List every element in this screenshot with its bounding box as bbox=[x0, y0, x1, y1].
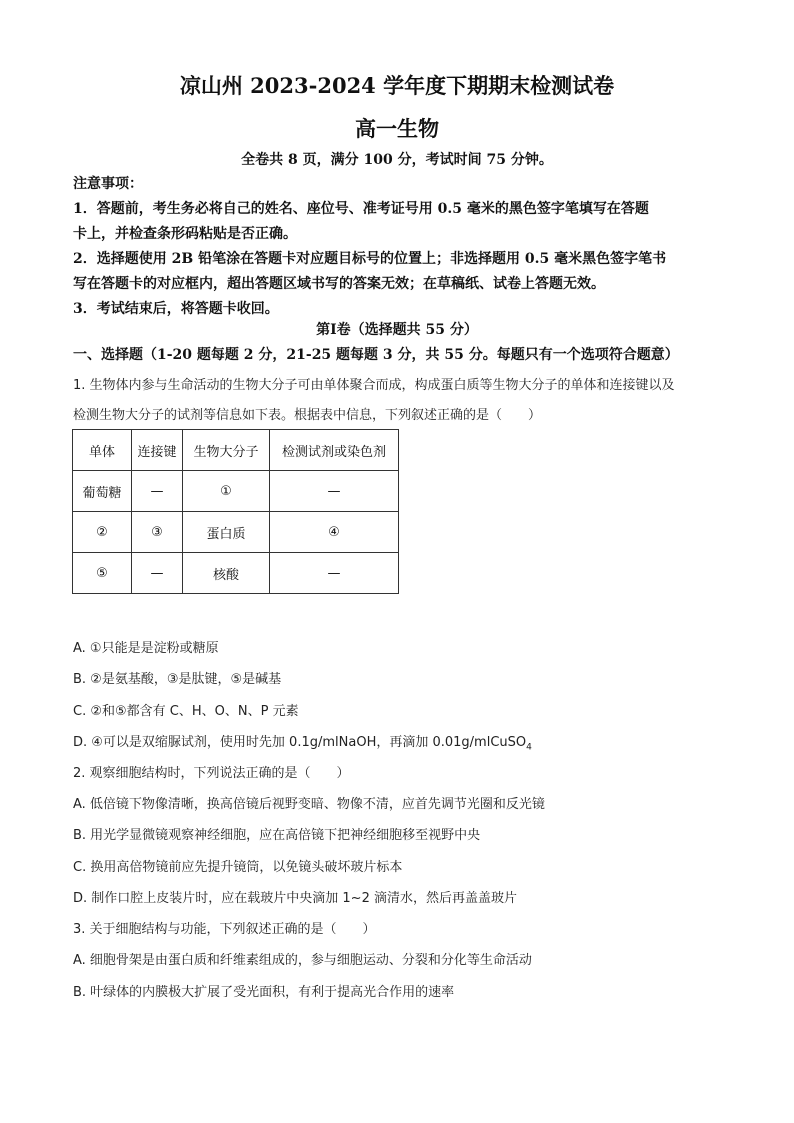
question-2-option-d: D. 制作口腔上皮装片时，应在载玻片中央滴加 1~2 滴清水，然后再盖盖玻片 bbox=[73, 891, 517, 906]
exam-title: 凉山州 2023-2024 学年度下期期末检测试卷 bbox=[179, 73, 615, 98]
notes-line: 1．答题前，考生务必将自己的姓名、座位号、准考证号用 0.5 毫米的黑色签字笔填写在答题 bbox=[73, 201, 649, 217]
notes-heading: 注意事项： bbox=[73, 176, 143, 192]
exam-summary: 全卷共 8 页，满分 100 分，考试时间 75 分钟。 bbox=[241, 152, 553, 168]
question-1-stem: 1. 生物体内参与生命活动的生物大分子可由单体聚合而成，构成蛋白质等生物大分子的单体和连接键以及 bbox=[73, 378, 675, 393]
table-row bbox=[73, 512, 399, 553]
table-cell: ② bbox=[73, 512, 132, 553]
subscript-4: 4 bbox=[526, 742, 532, 753]
question-3-stem: 3. 关于细胞结构与功能，下列叙述正确的是（ ） bbox=[73, 922, 376, 937]
table-row bbox=[73, 553, 399, 594]
question-1-option-c: C. ②和⑤都含有 C、H、O、N、P 元素 bbox=[73, 704, 299, 719]
question-1-option-b: B. ②是氨基酸，③是肽键，⑤是碱基 bbox=[73, 672, 282, 687]
notes-line: 写在答题卡的对应框内，超出答题区域书写的答案无效；在草稿纸、试卷上答题无效。 bbox=[73, 276, 605, 292]
exam-subject: 高一生物 bbox=[355, 116, 439, 141]
table-header-row bbox=[73, 430, 399, 471]
table-header-cell: 单体 bbox=[73, 430, 132, 471]
question-3-option-a: A. 细胞骨架是由蛋白质和纤维素组成的，参与细胞运动、分裂和分化等生命活动 bbox=[73, 953, 532, 968]
table-cell: — bbox=[270, 471, 399, 512]
question-2-option-b: B. 用光学显微镜观察神经细胞，应在高倍镜下把神经细胞移至视野中央 bbox=[73, 828, 481, 843]
notes-line: 3．考试结束后，将答题卡收回。 bbox=[73, 301, 279, 317]
table-header-cell: 检测试剂或染色剂 bbox=[270, 430, 399, 471]
table-cell: ① bbox=[183, 471, 270, 512]
table-cell: ③ bbox=[132, 512, 183, 553]
question-2-stem: 2. 观察细胞结构时，下列说法正确的是（ ） bbox=[73, 766, 350, 781]
option-d-text: D. ④可以是双缩脲试剂，使用时先加 0.1g/mlNaOH，再滴加 0.01g/mlCuSO bbox=[73, 735, 527, 750]
question-1-option-a: A. ①只能是是淀粉或糖原 bbox=[73, 641, 219, 656]
question-1-table bbox=[72, 429, 399, 594]
table-cell: — bbox=[132, 471, 183, 512]
section-heading: 第Ⅰ卷（选择题共 55 分） bbox=[316, 322, 478, 338]
question-1-option-d bbox=[73, 731, 532, 753]
question-1-stem: 检测生物大分子的试剂等信息如下表。根据表中信息，下列叙述正确的是（ ） bbox=[73, 408, 542, 423]
question-2-option-a: A. 低倍镜下物像清晰，换高倍镜后视野变暗、物像不清，应首先调节光圈和反光镜 bbox=[73, 797, 545, 812]
part-heading: 一、选择题（1-20 题每题 2 分，21-25 题每题 3 分，共 55 分。每题只有一个选项符合题意） bbox=[73, 347, 679, 363]
table-cell: ⑤ bbox=[73, 553, 132, 594]
table-cell: 蛋白质 bbox=[183, 512, 270, 553]
notes-block bbox=[73, 172, 733, 322]
question-2-option-c: C. 换用高倍物镜前应先提升镜筒，以免镜头破坏玻片标本 bbox=[73, 860, 403, 875]
table-cell: — bbox=[270, 553, 399, 594]
table-cell: 葡萄糖 bbox=[73, 471, 132, 512]
notes-line: 卡上，并检查条形码粘贴是否正确。 bbox=[73, 226, 297, 242]
table-header-cell: 生物大分子 bbox=[183, 430, 270, 471]
table-cell: ④ bbox=[270, 512, 399, 553]
table-cell: 核酸 bbox=[183, 553, 270, 594]
table-cell: — bbox=[132, 553, 183, 594]
question-3-option-b: B. 叶绿体的内膜极大扩展了受光面积，有利于提高光合作用的速率 bbox=[73, 985, 455, 1000]
table-header-cell: 连接键 bbox=[132, 430, 183, 471]
notes-line: 2．选择题使用 2B 铅笔涂在答题卡对应题目标号的位置上；非选择题用 0.5 毫米黑色签字笔书 bbox=[73, 251, 667, 267]
table-row bbox=[73, 471, 399, 512]
